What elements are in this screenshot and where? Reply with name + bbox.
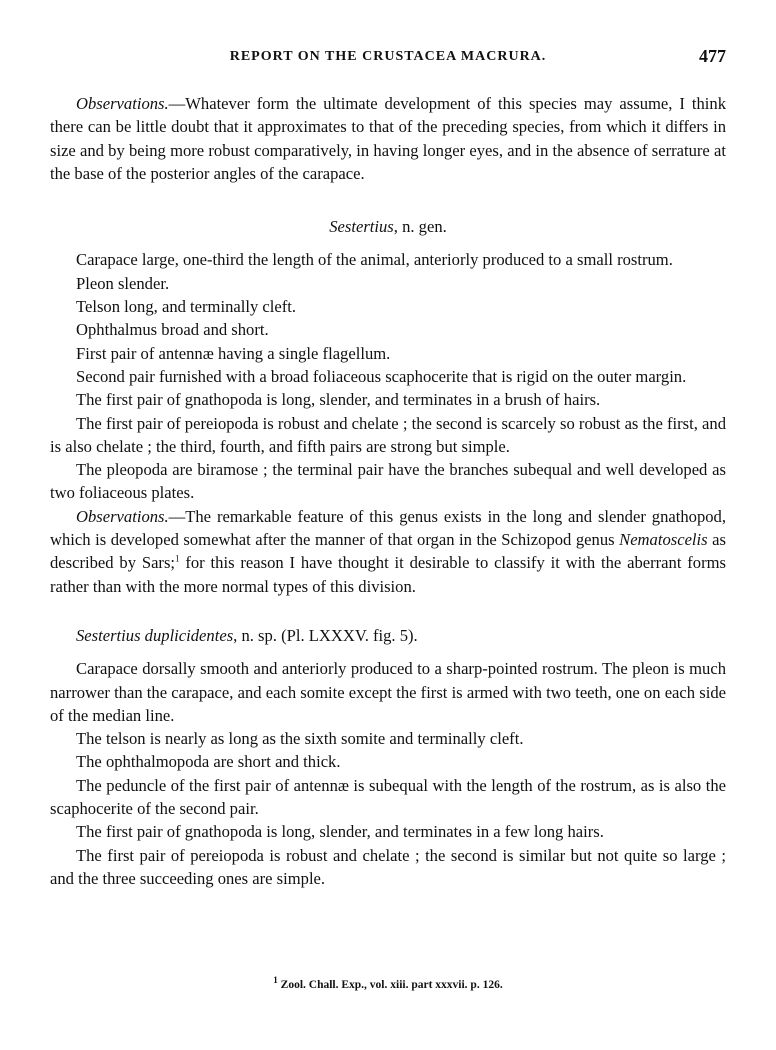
species-description bbox=[50, 657, 726, 890]
footnote-mark: 1 bbox=[273, 975, 278, 986]
footnote-text: Zool. Chall. Exp., vol. xiii. part xxxvii. p. 126. bbox=[277, 979, 503, 991]
genus-heading bbox=[50, 215, 726, 238]
species-description-line: The peduncle of the first pair of antennæ is subequal with the length of the rostrum, as is also the scaphocerite of the second pair. bbox=[50, 775, 726, 819]
species-suffix: , n. sp. (Pl. LXXXV. fig. 5). bbox=[233, 625, 418, 645]
species-description-line: Carapace dorsally smooth and anteriorly produced to a sharp-pointed rostrum. The pleon is much narrower than the carapace, and each somite except the first is armed with two teeth, one on each side of the median line. bbox=[50, 659, 726, 725]
page-header bbox=[0, 46, 776, 70]
species-description-line: The first pair of pereiopoda is robust and chelate ; the second is similar but not quite so large ; and the three succeeding ones are simple. bbox=[50, 845, 726, 888]
footnote bbox=[0, 975, 776, 991]
species-description-line: The ophthalmopoda are short and thick. bbox=[76, 752, 341, 772]
genus-description-line: First pair of antennæ having a single flagellum. bbox=[76, 343, 391, 363]
page-body bbox=[50, 92, 726, 890]
observations-label: Observations. bbox=[76, 94, 169, 113]
genus-description-line: The first pair of pereiopoda is robust and chelate ; the second is scarcely so robust as the first, and is also chelate ; the third, fourth, and fifth pairs are strong but simple. bbox=[50, 413, 726, 456]
genus-description bbox=[50, 248, 726, 504]
observations-text: —The remarkable feature of this genus exists in the long and slender gnathopod, which is developed somewhat after the manner of that organ in the Schizopod genus bbox=[50, 506, 726, 550]
species-name: Sestertius duplicidentes bbox=[76, 625, 234, 645]
genus-description-line: Carapace large, one-third the length of the animal, anteriorly produced to a small rostrum. bbox=[76, 250, 673, 270]
genus-description-line: The pleopoda are biramose ; the terminal pair have the branches subequal and well developed as two foliaceous plates. bbox=[50, 460, 726, 503]
genus-description-line: Pleon slender. bbox=[76, 273, 170, 293]
observations-text: as described by Sars; bbox=[50, 530, 726, 573]
footnote-reference: 1 bbox=[175, 553, 180, 564]
observations-paragraph-2 bbox=[50, 505, 726, 598]
species-description-line: The telson is nearly as long as the sixth somite and terminally cleft. bbox=[76, 729, 524, 749]
genus-description-line: Ophthalmus broad and short. bbox=[76, 320, 269, 340]
observations-text: for this reason I have thought it desirable to classify it with the aberrant forms rather than with the more normal types of this division. bbox=[50, 553, 726, 596]
observations-paragraph-1 bbox=[50, 92, 726, 185]
genus-description-line: Second pair furnished with a broad foliaceous scaphocerite that is rigid on the outer margin. bbox=[76, 366, 687, 386]
genus-suffix: , n. gen. bbox=[393, 217, 447, 237]
genus-description-line: Telson long, and terminally cleft. bbox=[76, 297, 297, 317]
page-number: 477 bbox=[699, 46, 726, 66]
running-title: REPORT ON THE CRUSTACEA MACRURA. bbox=[229, 49, 547, 64]
genus-description-line: The first pair of gnathopoda is long, slender, and terminates in a brush of hairs. bbox=[76, 390, 601, 410]
observations-text: —Whatever form the ultimate development of this species may assume, I think there can be little doubt that it approximates to that of the preceding species, from which it differs in size and by being more robust comparatively, in having longer eyes, and in the absence of serrature at the base of the posterior angles of the carapace. bbox=[50, 94, 726, 183]
genus-name: Sestertius bbox=[329, 217, 394, 237]
species-description-line: The first pair of gnathopoda is long, slender, and terminates in a few long hairs. bbox=[76, 822, 604, 842]
nematoscelis-genus: Nematoscelis bbox=[619, 530, 708, 550]
species-heading bbox=[50, 624, 726, 647]
observations-label: Observations. bbox=[76, 506, 169, 526]
